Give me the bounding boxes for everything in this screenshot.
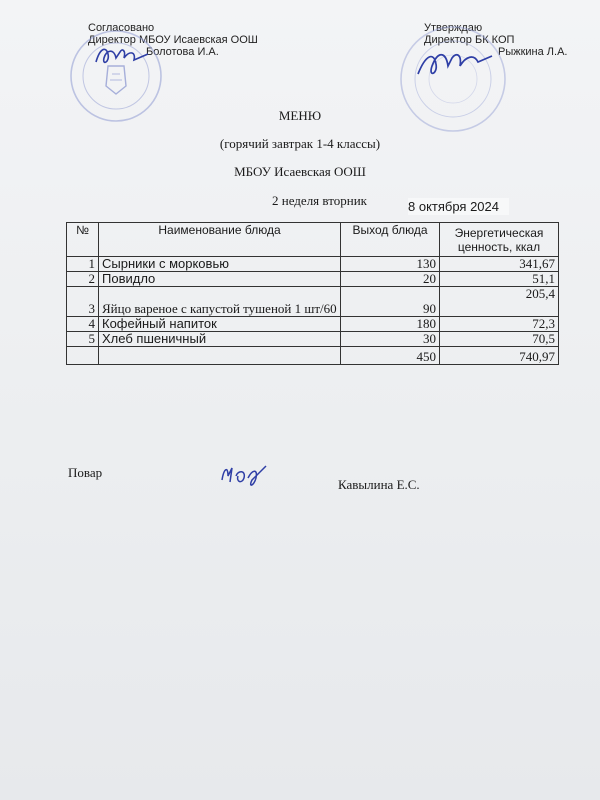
cook-role: Повар [68, 465, 103, 480]
row-name: Хлеб пшеничный [99, 332, 341, 347]
approval-label-right: Утверждаю [424, 22, 483, 34]
row-num: 2 [67, 272, 99, 287]
header-output: Выход блюда [341, 223, 440, 257]
week-day-label: 2 неделя вторник [272, 193, 367, 208]
row-output: 30 [341, 332, 440, 347]
cook-name: Кавылина Е.С. [338, 477, 420, 492]
approval-position: Директор МБОУ Исаевская ООШ [88, 34, 258, 46]
header-name: Наименование блюда [99, 223, 341, 257]
approval-label: Согласовано [88, 22, 155, 34]
row-num: 3 [67, 287, 99, 317]
total-num-cell [67, 347, 99, 365]
date-label: 8 октября 2024 [408, 198, 509, 215]
row-energy: 72,3 [440, 317, 559, 332]
cook-signature [218, 460, 270, 490]
total-name-cell [99, 347, 341, 365]
row-output: 180 [341, 317, 440, 332]
approval-name: Болотова И.А. [146, 46, 219, 58]
row-name: Яйцо вареное с капустой тушеной 1 шт/60 [99, 287, 341, 317]
row-energy: 70,5 [440, 332, 559, 347]
row-energy: 51,1 [440, 272, 559, 287]
director-signature-left [92, 40, 152, 72]
menu-table [66, 222, 559, 365]
table-row [67, 317, 559, 332]
school-name: МБОУ Исаевская ООШ [234, 164, 366, 179]
header-energy: Энергетическая ценность, ккал [440, 223, 559, 257]
row-name: Кофейный напиток [99, 317, 341, 332]
table-row [67, 287, 559, 317]
approval-name-right: Рыжкина Л.А. [498, 46, 568, 58]
row-name: Сырники с морковью [99, 257, 341, 272]
row-name: Повидло [99, 272, 341, 287]
row-energy: 205,4 [440, 287, 559, 317]
total-output: 450 [341, 347, 440, 365]
row-output: 130 [341, 257, 440, 272]
table-row [67, 272, 559, 287]
row-num: 4 [67, 317, 99, 332]
document-subtitle: (горячий завтрак 1-4 классы) [219, 136, 381, 151]
approval-position-right: Директор БК КОП [424, 34, 515, 46]
row-num: 5 [67, 332, 99, 347]
row-output: 90 [341, 287, 440, 317]
document-title: МЕНЮ [278, 108, 322, 123]
table-row [67, 332, 559, 347]
table-row [67, 257, 559, 272]
row-output: 20 [341, 272, 440, 287]
total-energy: 740,97 [440, 347, 559, 365]
row-energy: 341,67 [440, 257, 559, 272]
row-num: 1 [67, 257, 99, 272]
director-signature-right [412, 44, 496, 88]
header-num: № [67, 223, 99, 257]
table-total-row [67, 347, 559, 365]
table-header-row [67, 223, 559, 257]
